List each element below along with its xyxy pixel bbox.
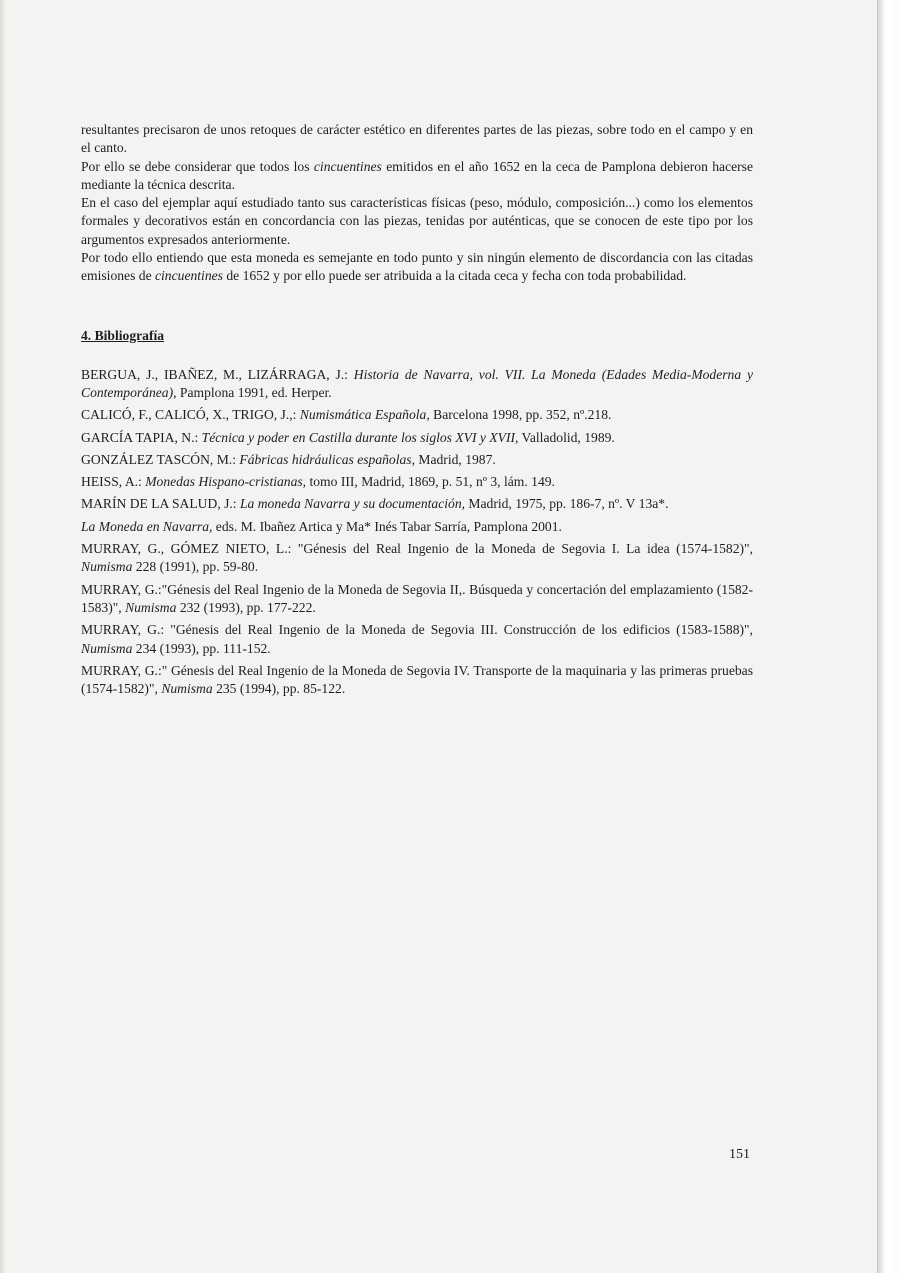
body-paragraph	[81, 158, 753, 195]
text-run: HEISS, A.:	[81, 474, 146, 490]
text-run: MURRAY, G.: "Génesis del Real Ingenio de la Moneda de Segovia III. Construcción de los edificios (1583-1588)",	[81, 622, 753, 638]
bibliography-entry	[81, 581, 753, 618]
bibliography-entry	[81, 495, 753, 513]
bibliography-entry	[81, 518, 753, 536]
text-run: emitidos en el año 1652 en la ceca de Pamplona debieron hacerse mediante la técnica descrita.	[81, 158, 753, 192]
italic-text-run: Historia de Navarra, vol. VII. La Moneda (Edades Media-Moderna y Contemporánea),	[81, 366, 753, 400]
bibliography-entry	[81, 451, 753, 469]
text-run: BERGUA, J., IBAÑEZ, M., LIZÁRRAGA, J.:	[81, 366, 354, 382]
text-run: GONZÁLEZ TASCÓN, M.:	[81, 451, 240, 467]
bibliography-entry	[81, 406, 753, 424]
page-content	[81, 121, 753, 702]
text-run: de 1652 y por ello puede ser atribuida a la citada ceca y fecha con toda probabilidad.	[222, 268, 687, 284]
text-run: 235 (1994), pp. 85-122.	[212, 681, 346, 697]
italic-text-run: cincuentines	[313, 158, 382, 174]
text-run: 228 (1991), pp. 59-80.	[132, 559, 259, 575]
text-run: tomo III, Madrid, 1869, p. 51, nº 3, lám. 149.	[306, 474, 555, 490]
text-run: GARCÍA TAPIA, N.:	[81, 429, 202, 445]
section-heading-bibliografia: 4. Bibliografía	[81, 327, 165, 343]
bibliography-entry	[81, 621, 753, 658]
italic-text-run: Numisma	[125, 599, 177, 615]
bibliography-entry	[81, 429, 753, 447]
page-left-shadow	[0, 0, 6, 1273]
text-run: Valladolid, 1989.	[518, 429, 615, 445]
text-run: MARÍN DE LA SALUD, J.:	[81, 496, 240, 512]
italic-text-run: Numisma	[161, 681, 213, 697]
italic-text-run: Fábricas hidráulicas españolas,	[239, 451, 415, 467]
bibliography-entry	[81, 473, 753, 491]
text-run: Madrid, 1975, pp. 186-7, nº. V 13a*.	[465, 496, 669, 512]
text-run: Barcelona 1998, pp. 352, nº.218.	[429, 407, 612, 423]
italic-text-run: Numismática Española,	[299, 407, 430, 423]
italic-text-run: Numisma	[81, 559, 133, 575]
text-run: 234 (1993), pp. 111-152.	[132, 640, 271, 656]
bibliography-entry	[81, 540, 753, 577]
text-run: MURRAY, G., GÓMEZ NIETO, L.: "Génesis del Real Ingenio de la Moneda de Segovia I. La idea (1574-1582)",	[81, 541, 753, 557]
text-run: Por todo ello entiendo que esta moneda es semejante en todo punto y sin ningún elemento de discordancia con las citadas emisiones de	[81, 250, 753, 284]
text-run: Madrid, 1987.	[414, 451, 496, 467]
bibliography-entry	[81, 366, 753, 403]
italic-text-run: La Moneda en Navarra,	[81, 518, 213, 534]
text-run: MURRAY, G.:"Génesis del Real Ingenio de la Moneda de Segovia II,. Búsqueda y concertación del emplazamiento (1582-1583)",	[81, 581, 753, 615]
body-paragraph	[81, 121, 753, 158]
italic-text-run: La moneda Navarra y su documentación,	[239, 496, 466, 512]
body-text	[81, 121, 753, 286]
italic-text-run: Técnica y poder en Castilla durante los siglos XVI y XVII,	[201, 429, 519, 445]
page-number: 151	[729, 1147, 750, 1162]
text-run: resultantes precisaron de unos retoques de carácter estético en diferentes partes de las piezas, sobre todo en el campo y en el canto.	[81, 122, 753, 156]
bibliography-list	[81, 366, 753, 699]
italic-text-run: Monedas Hispano-cristianas,	[145, 474, 307, 490]
text-run: eds. M. Ibañez Artica y Ma* Inés Tabar Sarría, Pamplona 2001.	[212, 518, 562, 534]
text-run: En el caso del ejemplar aquí estudiado tanto sus características físicas (peso, módulo, composición...) como los elementos formales y decorativos están en concordancia con las piezas, tenidas por auténticas, que se conocen de este tipo por los argumentos expresados anteriormente.	[81, 195, 753, 247]
text-run: Pamplona 1991, ed. Herper.	[176, 384, 332, 400]
text-run: MURRAY, G.:" Génesis del Real Ingenio de la Moneda de Segovia IV. Transporte de la maquinaria y las primeras pruebas (1574-1582)",	[81, 662, 753, 697]
body-paragraph	[81, 194, 753, 249]
text-run: 232 (1993), pp. 177-222.	[176, 599, 316, 615]
text-run: CALICÓ, F., CALICÓ, X., TRIGO, J.,:	[81, 407, 300, 423]
italic-text-run: Numisma	[81, 640, 133, 656]
adjacent-page-edge	[877, 0, 900, 1273]
bibliography-entry	[81, 662, 753, 699]
italic-text-run: cincuentines	[155, 268, 223, 284]
text-run: Por ello se debe considerar que todos los	[81, 158, 314, 174]
body-paragraph	[81, 249, 753, 286]
